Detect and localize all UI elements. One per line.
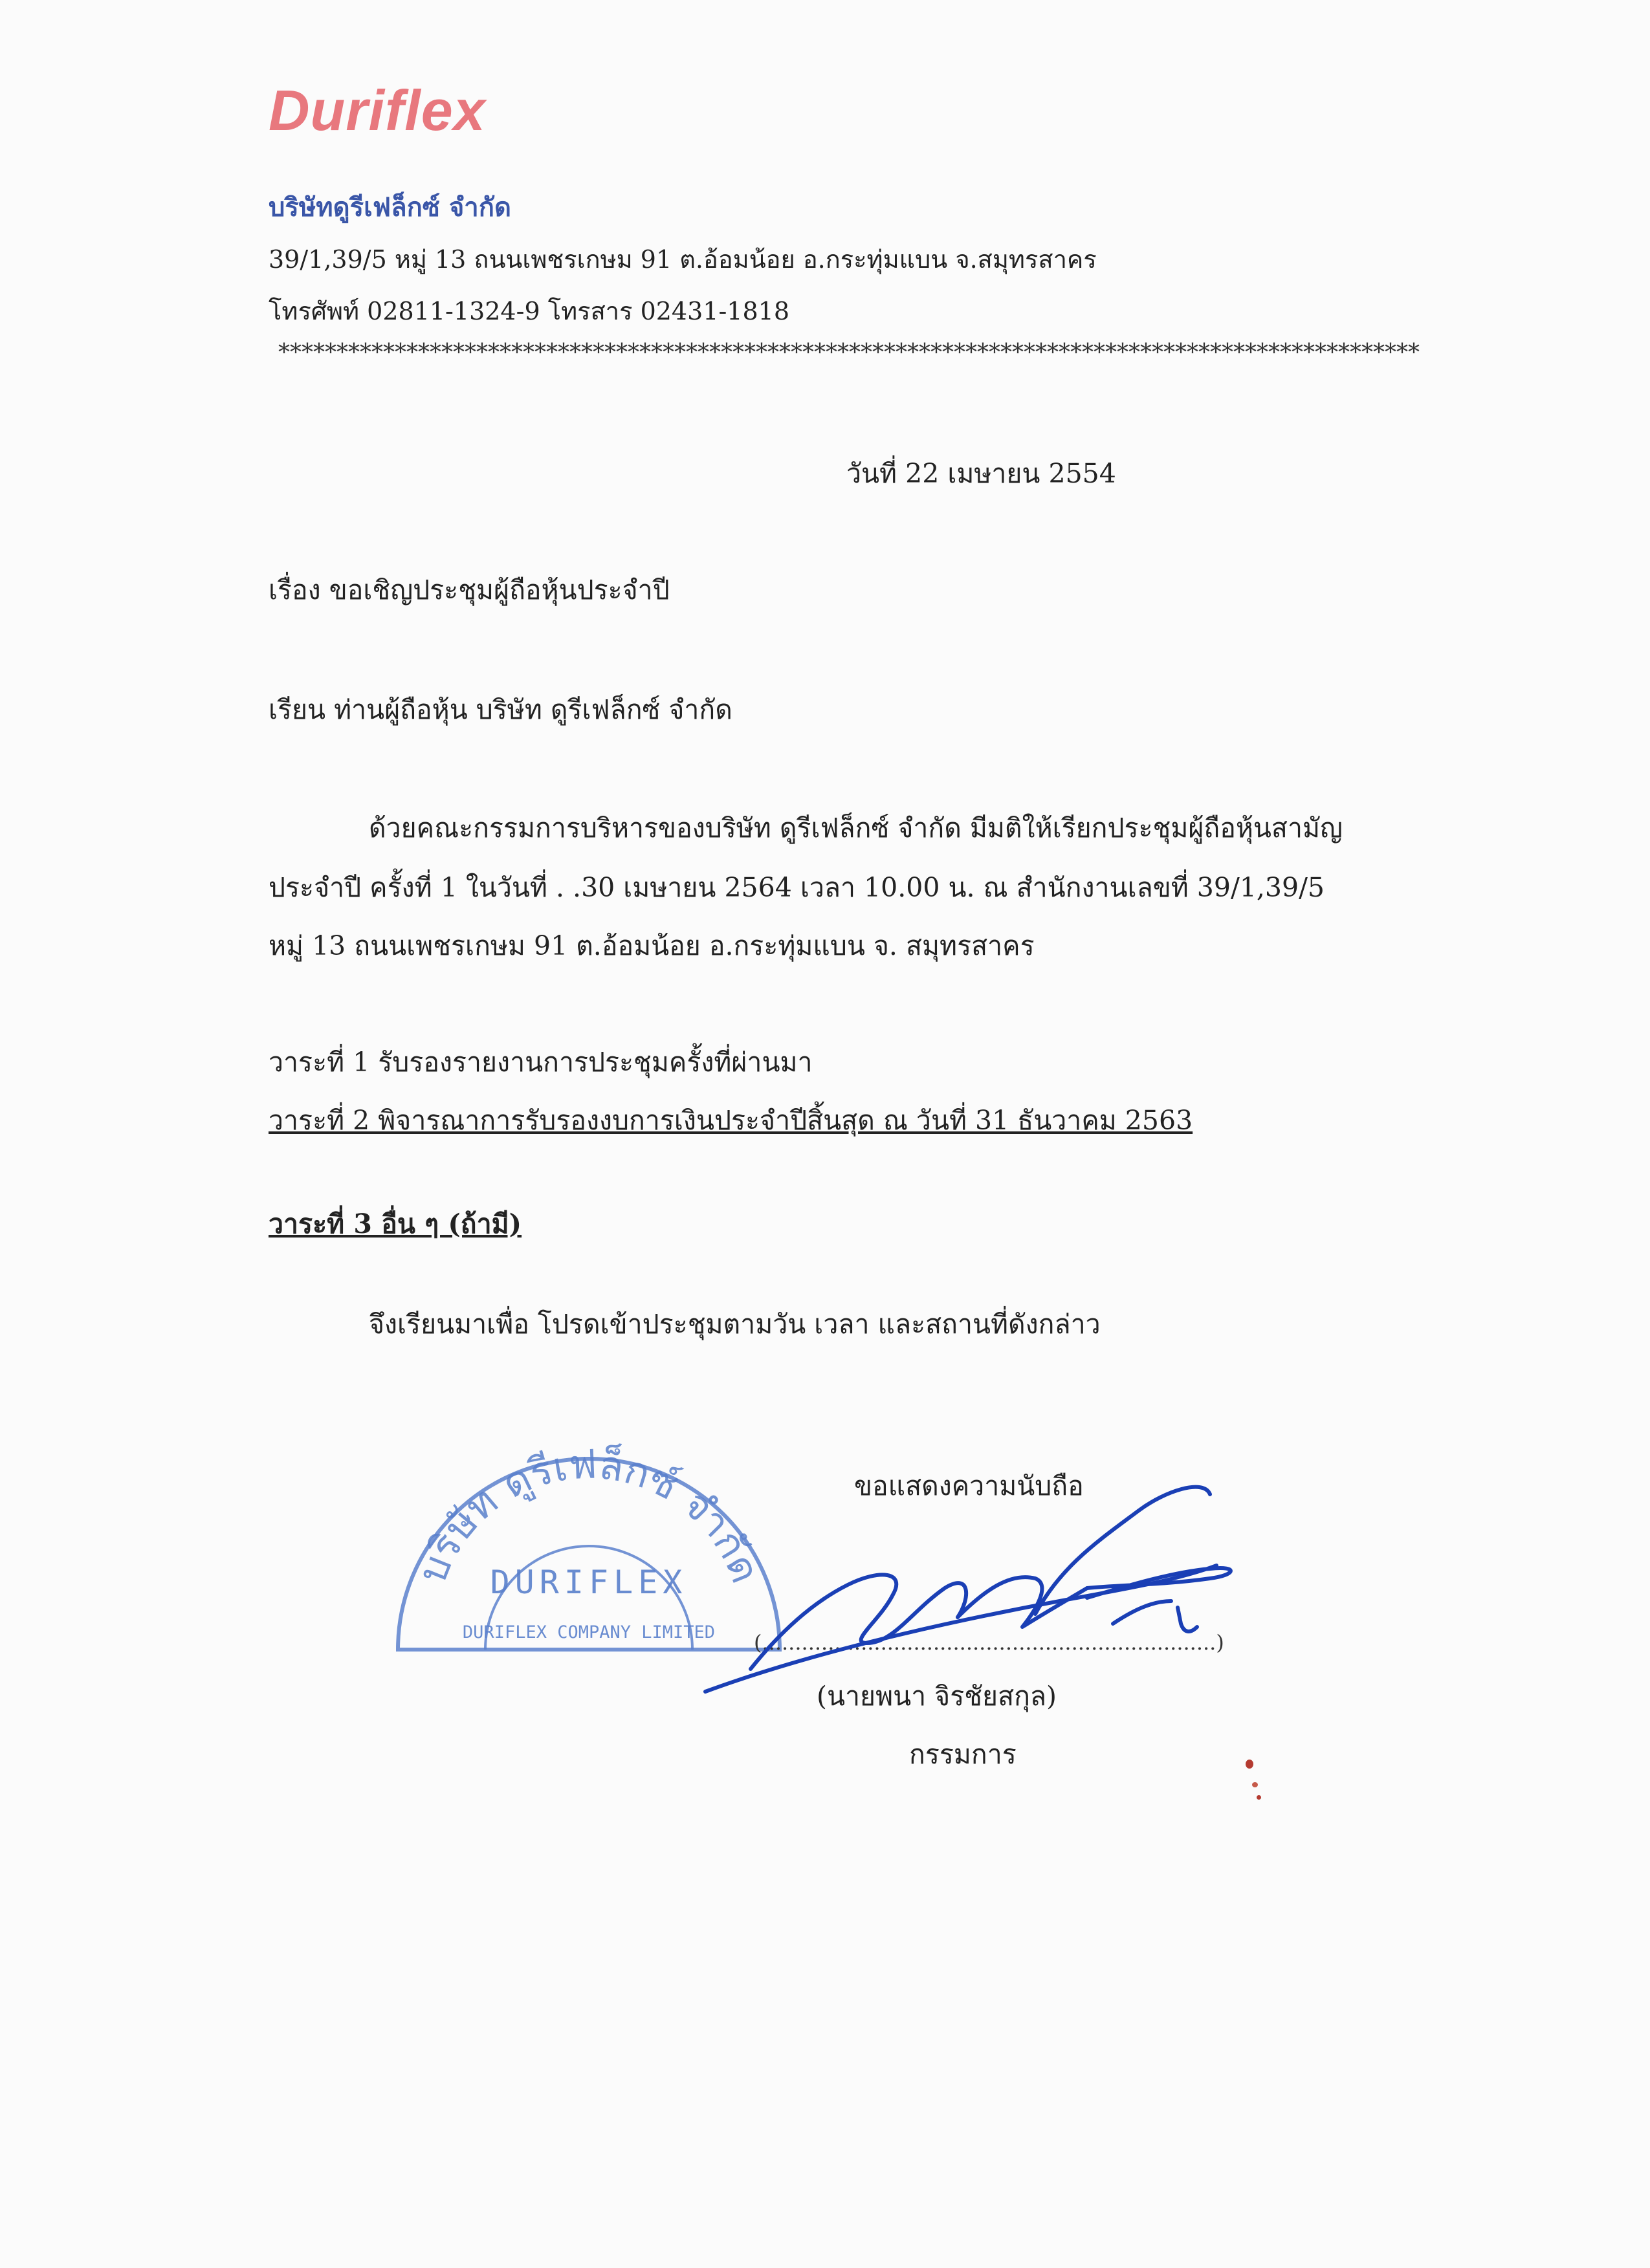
agenda-item-2: วาระที่ 2 พิจารณาการรับรองงบการเงินประจำปีสิ้นสุด ณ วันที่ 31 ธันวาคม 2563 [269,1105,1193,1136]
stamp-brand: DURIFLEX [490,1564,688,1601]
letter-date: วันที่ 22 เมษายน 2554 [846,458,1116,489]
company-address: 39/1,39/5 หมู่ 13 ถนนเพชรเกษม 91 ต.อ้อมน้อย อ.กระทุ่มแบน จ.สมุทรสาคร [269,245,1097,274]
stamp-english-name: DURIFLEX COMPANY LIMITED [462,1622,716,1642]
company-logo: Duriflex [269,78,486,142]
signatory-title: กรรมการ [909,1739,1017,1770]
scan-speck [1257,1795,1261,1800]
scan-speck [1252,1782,1258,1787]
agenda-item-1: วาระที่ 1 รับรองรายงานการประชุมครั้งที่ผ่านมา [269,1047,813,1078]
company-name: บริษัทดูรีเฟล็กซ์ จำกัด [269,192,511,223]
body-line-1: ด้วยคณะกรรมการบริหารของบริษัท ดูรีเฟล็กซ์ จำกัด มีมติให้เรียกประชุมผู้ถือหุ้นสามัญ [369,812,1343,844]
regards-line: ขอแสดงความนับถือ [854,1470,1084,1501]
stamp-arc-text: บริษัท ดูรีเฟล็กซ์ จำกัด [408,1440,770,1589]
header-divider: ************************************************************************************************** [278,340,1420,366]
body-line-3: หมู่ 13 ถนนเพชรเกษม 91 ต.อ้อมน้อย อ.กระทุ่มแบน จ. สมุทรสาคร [269,930,1035,961]
company-phone: โทรศัพท์ 02811-1324-9 โทรสาร 02431-1818 [269,297,790,325]
body-line-2: ประจำปี ครั้งที่ 1 ในวันที่ . .30 เมษายน 2564 เวลา 10.00 น. ณ สำนักงานเลขที่ 39/1,39/5 [269,872,1325,903]
scan-speck [1246,1760,1253,1769]
closing-line: จึงเรียนมาเพื่อ โปรดเข้าประชุมตามวัน เวลา และสถานที่ดังกล่าว [369,1309,1101,1340]
signatory-name: (นายพนา จิรชัยสกุล) [817,1681,1057,1712]
agenda-item-3: วาระที่ 3 อื่น ๆ (ถ้ามี) [269,1208,522,1239]
signature-line: (.....................................................................) [754,1630,1224,1655]
letter-subject: เรื่อง ขอเชิญประชุมผู้ถือหุ้นประจำปี [269,574,670,605]
letter-salutation: เรียน ท่านผู้ถือหุ้น บริษัท ดูรีเฟล็กซ์ จำกัด [269,694,732,725]
